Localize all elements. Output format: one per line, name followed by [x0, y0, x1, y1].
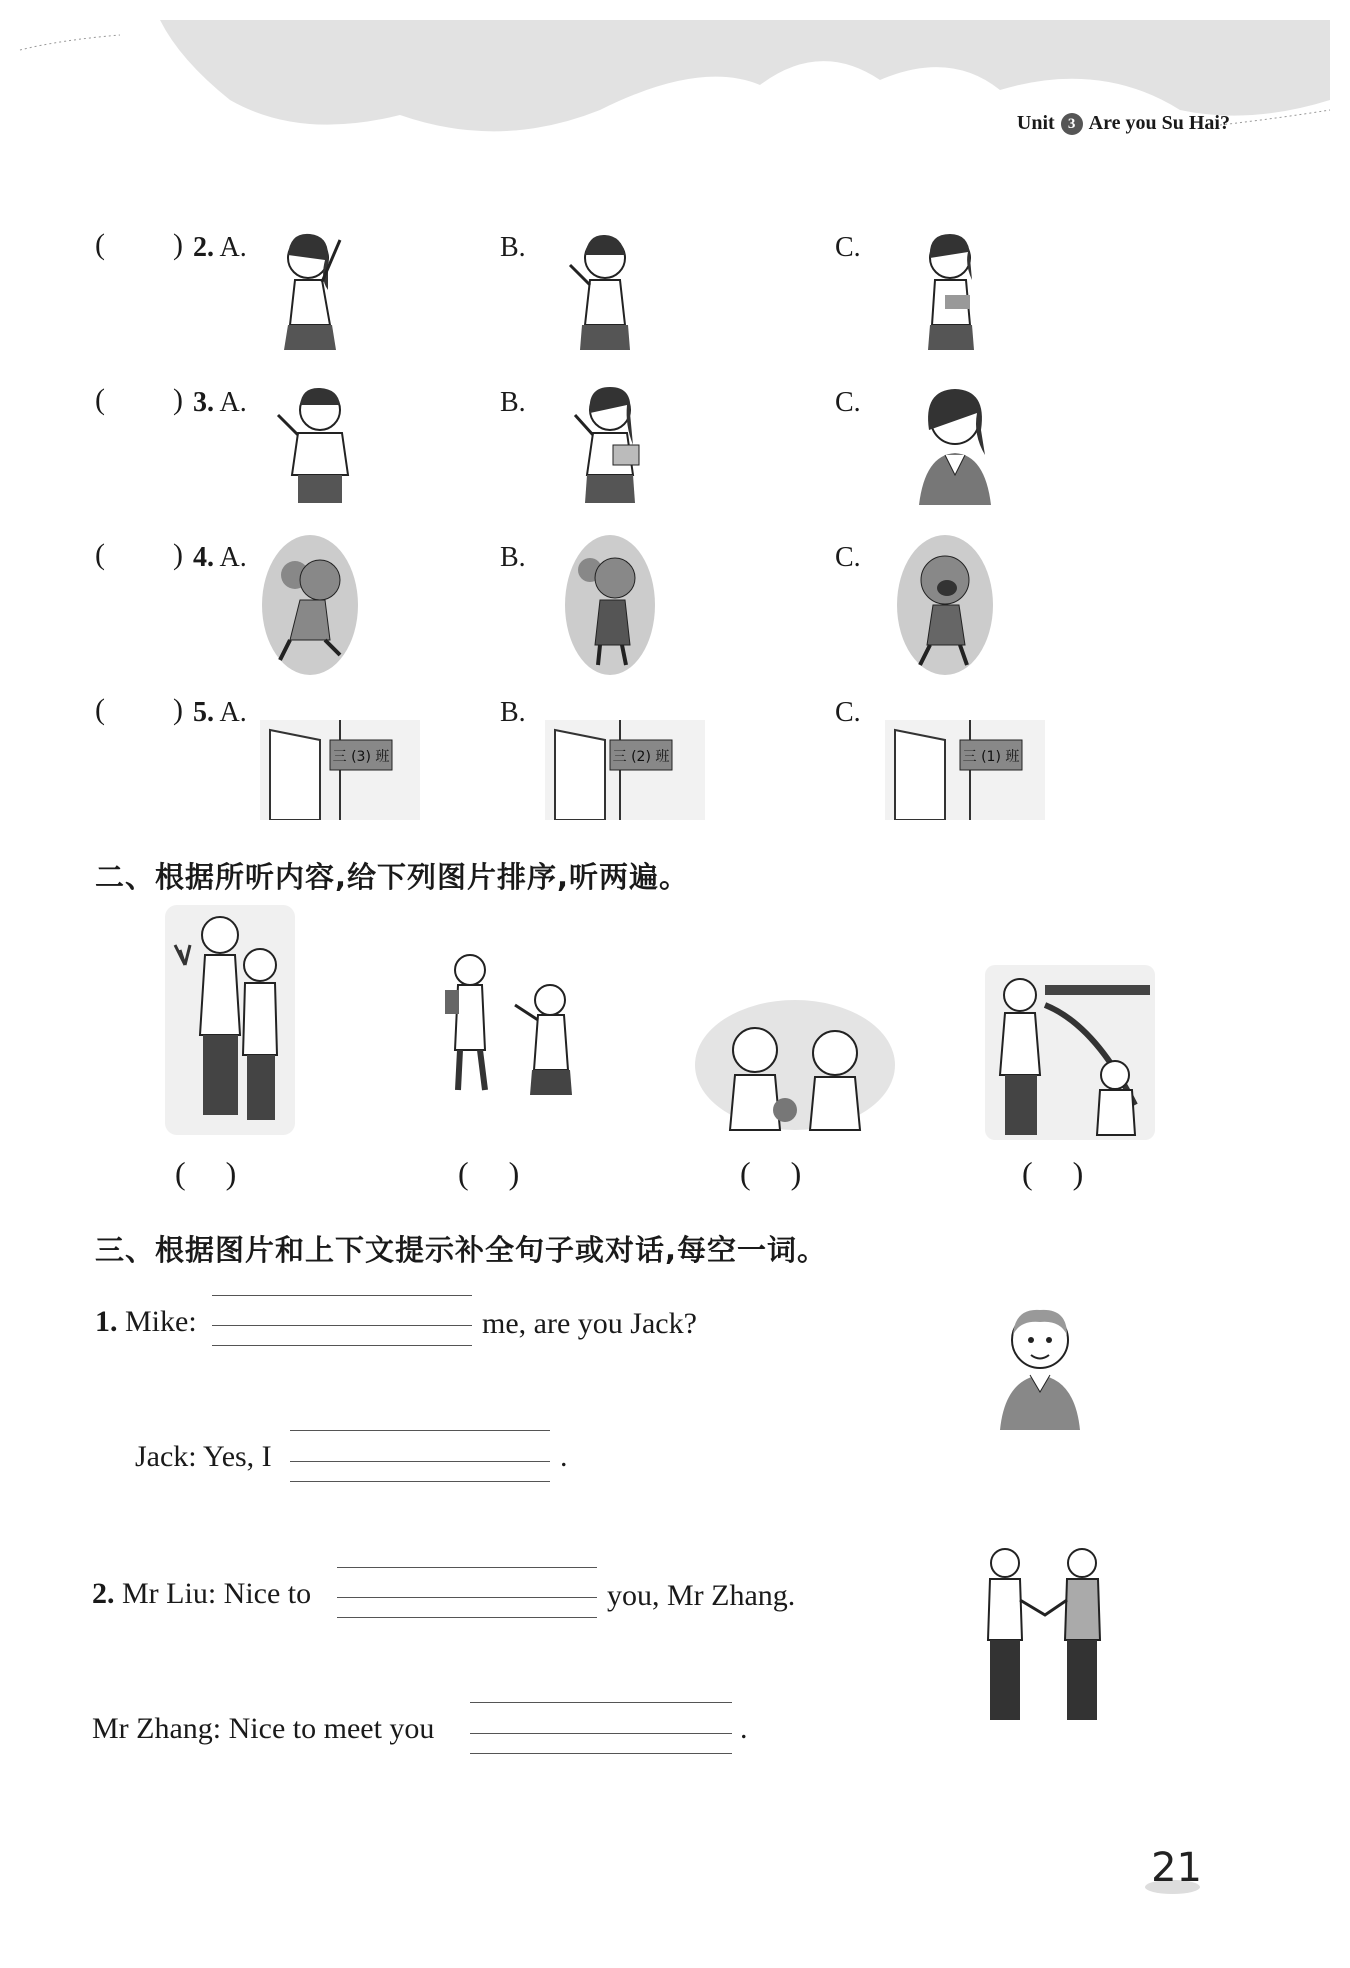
classroom-door-sign-icon: [545, 720, 705, 820]
section-3-heading: 三、根据图片和上下文提示补全句子或对话,每空一词。: [95, 1233, 828, 1267]
answer-paren-open: (: [95, 383, 105, 416]
answer-blank-input[interactable]: [212, 1325, 472, 1326]
q1-mike-line: 1. Mike:: [95, 1305, 197, 1338]
unit-word: Unit: [1016, 112, 1055, 134]
class-sign-text: 三 (2) 班: [612, 749, 670, 765]
q2-mrzhang-period: .: [740, 1712, 748, 1745]
answer-paren-close: ): [173, 538, 183, 571]
question-number: 2. A.: [193, 232, 247, 263]
section-2-heading: 二、根据所听内容,给下列图片排序,听两遍。: [95, 860, 690, 894]
option-c-label: C.: [835, 542, 861, 573]
option-b-label: B.: [500, 542, 526, 573]
scene-answer-paren: ( ): [175, 1155, 237, 1191]
question-row-4: [95, 530, 1095, 670]
boy-and-girl-waving-icon: [440, 950, 590, 1130]
answer-blank-rule: [470, 1753, 732, 1754]
option-c-label: C.: [835, 387, 861, 418]
scene-answer-paren: ( ): [458, 1155, 520, 1191]
jack-portrait-icon: [995, 1300, 1085, 1435]
two-boys-waving-icon: [695, 995, 895, 1135]
option-b-label: B.: [500, 387, 526, 418]
scene-answer-paren: ( ): [740, 1155, 802, 1191]
answer-blank-input[interactable]: [290, 1461, 550, 1462]
unit-title: [1017, 112, 1230, 135]
answer-blank-input[interactable]: [470, 1733, 732, 1734]
class-sign-text: 三 (1) 班: [962, 749, 1020, 765]
answer-paren-open: (: [95, 228, 105, 261]
answer-paren-open: (: [95, 538, 105, 571]
answer-blank-input[interactable]: [337, 1597, 597, 1598]
girl-holding-book-icon: [910, 220, 990, 360]
answer-paren-close: ): [173, 693, 183, 726]
answer-blank-rule: [290, 1481, 550, 1482]
classroom-door-sign-icon: [260, 720, 420, 820]
answer-blank-rule: [470, 1702, 732, 1703]
question-number: 5. A.: [193, 697, 247, 728]
two-girls-with-plant-icon: [165, 905, 295, 1135]
girl-waving-raised-hand-icon: [270, 220, 350, 360]
answer-blank-rule: [212, 1345, 472, 1346]
woman-teacher-icon: [905, 375, 1005, 515]
q1-jack-period: .: [560, 1440, 568, 1473]
option-b-label: B.: [500, 232, 526, 263]
answer-blank-rule: [212, 1295, 472, 1296]
option-c-label: C.: [835, 697, 861, 728]
answer-paren-close: ): [173, 383, 183, 416]
mouse-shouting-icon: [895, 530, 995, 680]
scene-answer-paren: ( ): [1022, 1155, 1084, 1191]
unit-number-badge: 3: [1061, 113, 1083, 135]
class-sign-text: 三 (3) 班: [332, 749, 390, 765]
classroom-door-sign-icon: [885, 720, 1045, 820]
mouse-running-icon: [260, 530, 360, 680]
unit-title-text: Are you Su Hai?: [1088, 112, 1230, 134]
question-number: 3. A.: [193, 387, 247, 418]
question-number: 4. A.: [193, 542, 247, 573]
q1-jack-line: Jack: Yes, I: [135, 1440, 272, 1473]
q2-mrzhang-line: Mr Zhang: Nice to meet you: [92, 1712, 435, 1745]
two-men-shaking-hands-icon: [970, 1545, 1120, 1730]
mouse-standing-icon: [560, 530, 660, 680]
page-number: 21: [1151, 1845, 1202, 1891]
q2-mrliu-line-after: you, Mr Zhang.: [607, 1579, 796, 1612]
option-b-label: B.: [500, 697, 526, 728]
answer-blank-rule: [290, 1430, 550, 1431]
girl-waving-icon: [560, 220, 650, 360]
option-c-label: C.: [835, 232, 861, 263]
question-row-3: [95, 375, 1095, 515]
question-row-5: [95, 685, 1095, 825]
boy-waving-icon: [270, 375, 370, 515]
q1-mike-line-after: me, are you Jack?: [482, 1307, 697, 1340]
teacher-and-boy-icon: [985, 965, 1155, 1140]
question-row-2: [95, 220, 1095, 360]
answer-paren-open: (: [95, 693, 105, 726]
answer-blank-rule: [337, 1617, 597, 1618]
answer-paren-close: ): [173, 228, 183, 261]
girl-with-book-waving-icon: [565, 375, 655, 515]
answer-blank-rule: [337, 1567, 597, 1568]
q2-mrliu-line: 2. Mr Liu: Nice to: [92, 1577, 312, 1610]
